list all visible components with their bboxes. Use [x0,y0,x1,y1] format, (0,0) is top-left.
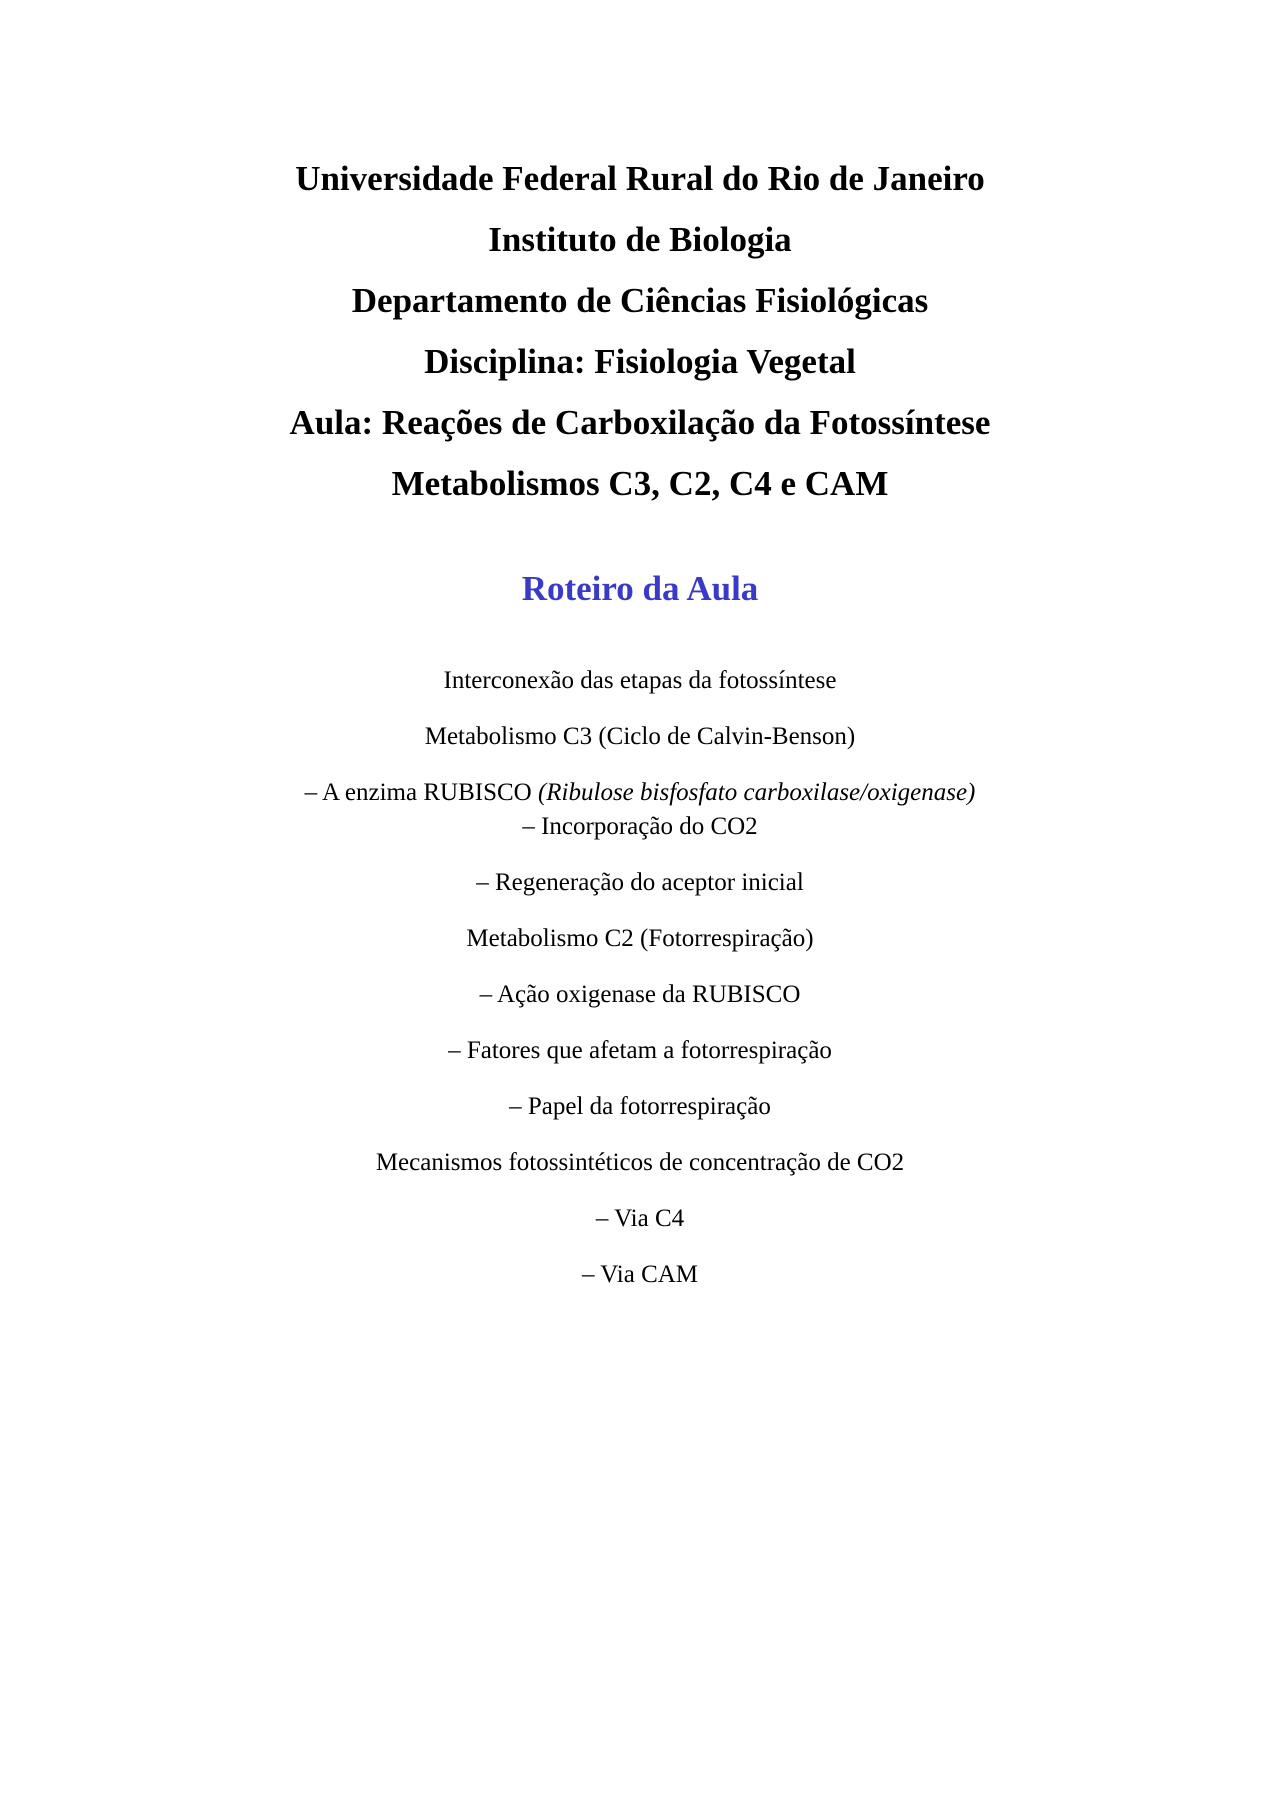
lecture-subtitle: Metabolismos C3, C2, C4 e CAM [391,464,889,503]
outline-item-text: – A enzima RUBISCO [304,779,538,806]
rubisco-full-name: (Ribulose bisfosfato carboxilase/oxigenase) [537,779,976,806]
outline-item: – Ação oxigenase da RUBISCO [479,981,801,1008]
department-name: Departamento de Ciências Fisiológicas [351,281,929,320]
university-name: Universidade Federal Rural do Rio de Janeiro [295,159,985,198]
lecture-outline [0,666,1280,1290]
outline-item: – Fatores que afetam a fotorrespiração [448,1037,832,1064]
document-header [0,148,1280,514]
institute-name: Instituto de Biologia [488,220,792,259]
outline-item: – Papel da fotorrespiração [509,1093,771,1120]
outline-item: Interconexão das etapas da fotossíntese [443,667,837,694]
outline-item-rubisco [0,778,1280,808]
outline-item: – Incorporação do CO2 [522,813,758,840]
outline-item: Metabolismo C3 (Ciclo de Calvin-Benson) [424,723,856,750]
outline-item: Mecanismos fotossintéticos de concentração de CO2 [375,1149,905,1176]
outline-item: – Via C4 [595,1205,685,1232]
course-name: Disciplina: Fisiologia Vegetal [424,342,856,381]
lecture-title: Aula: Reações de Carboxilação da Fotossíntese [289,403,991,442]
outline-item: – Regeneração do aceptor inicial [476,869,804,896]
outline-item: Metabolismo C2 (Fotorrespiração) [466,925,814,952]
outline-item: – Via CAM [581,1261,699,1288]
section-title: Roteiro da Aula [521,569,759,608]
